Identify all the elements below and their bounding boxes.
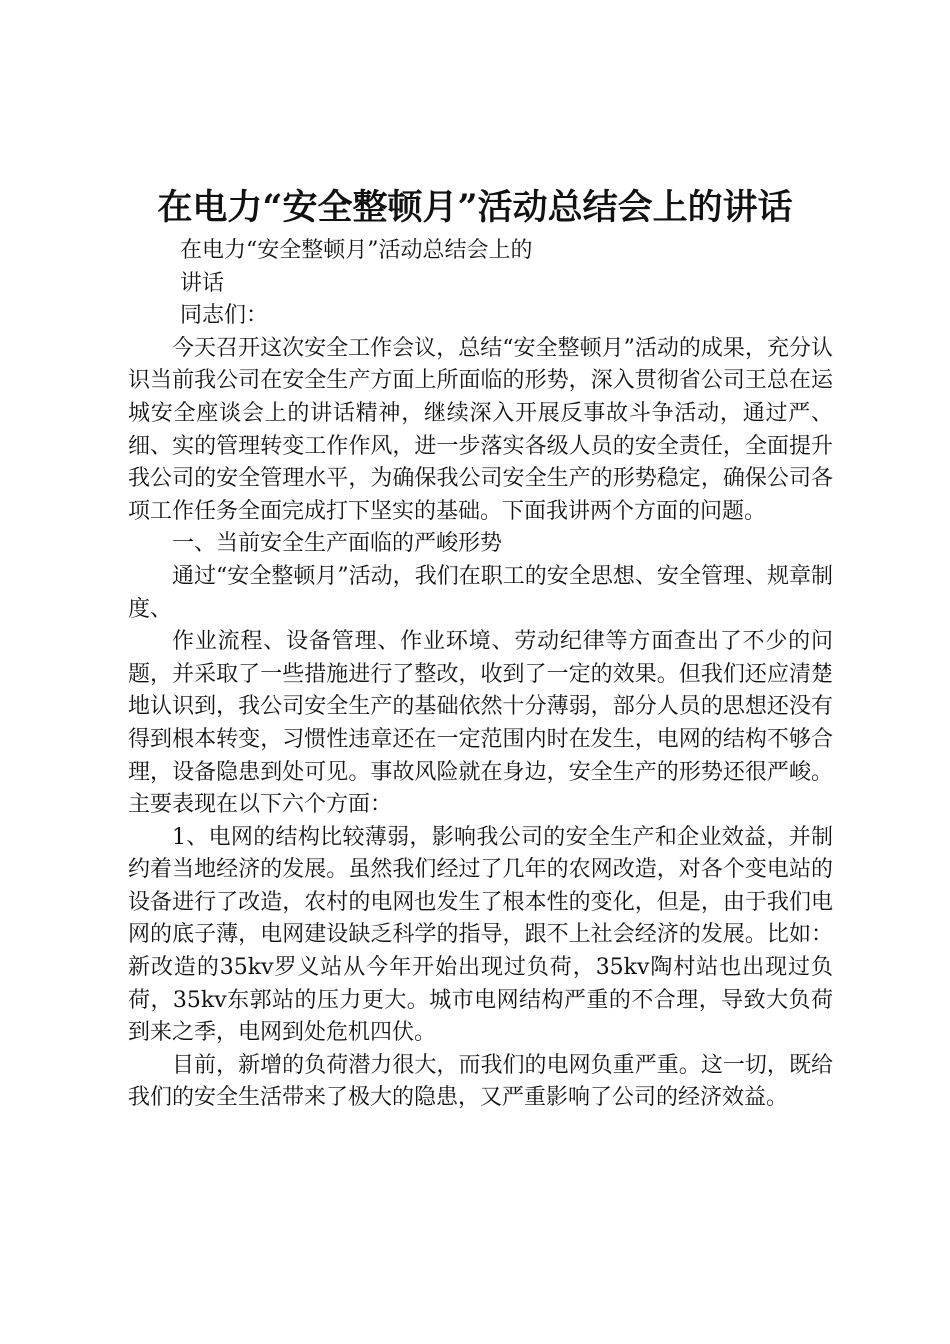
body-paragraph: 1、电网的结构比较薄弱，影响我公司的安全生产和企业效益，并制约着当地经济的发展。虽然我们经过了几年的农网改造，对各个变电站的设备进行了改造，农村的电网也发生了根本性的变化，但是，由于我们电网的底子薄，电网建设缺乏科学的指导，跟不上社会经济的发展。比如：新改造的35kv罗义站从今年开始出现过负荷，35kv陶村站也出现过负荷，35kv东郭站的压力更大。城市电网结构严重的不合理，导致大负荷到来之季，电网到处危机四伏。 xyxy=(128,824,833,1046)
document-title: 在电力“安全整顿月”活动总结会上的讲话 xyxy=(157,187,793,228)
subtitle-line-1: 在电力“安全整顿月”活动总结会上的 xyxy=(180,238,533,263)
body-paragraph: 今天召开这次安全工作会议，总结“安全整顿月”活动的成果，充分认识当前我公司在安全生产方面上所面临的形势，深入贯彻省公司王总在运城安全座谈会上的讲话精神，继续深入开展反事故斗争活动，通过严、细、实的管理转变工作作风，进一步落实各级人员的安全责任，全面提升我公司的安全管理水平，为确保我公司安全生产的形势稳定，确保公司各项工作任务全面完成打下坚实的基础。下面我讲两个方面的问题。 xyxy=(128,335,833,524)
salutation: 同志们： xyxy=(180,303,269,329)
body-paragraph: 目前，新增的负荷潜力很大，而我们的电网负重严重。这一切，既给我们的安全生活带来了极大的隐患，又严重影响了公司的经济效益。 xyxy=(128,1052,833,1111)
subtitle-line-2: 讲话 xyxy=(180,270,225,296)
body-paragraph: 作业流程、设备管理、作业环境、劳动纪律等方面查出了不少的问题，并采取了一些措施进行了整改，收到了一定的效果。但我们还应清楚地认识到，我公司安全生产的基础依然十分薄弱，部分人员的思想还没有得到根本转变，习惯性违章还在一定范围内时在发生，电网的结构不够合理，设备隐患到处可见。事故风险就在身边，安全生产的形势还很严峻。主要表现在以下六个方面： xyxy=(128,629,833,818)
body-paragraph: 通过“安全整顿月”活动，我们在职工的安全思想、安全管理、规章制度、 xyxy=(128,563,833,622)
section-heading: 一、当前安全生产面临的严峻形势 xyxy=(172,531,503,557)
document-body xyxy=(128,235,833,1115)
